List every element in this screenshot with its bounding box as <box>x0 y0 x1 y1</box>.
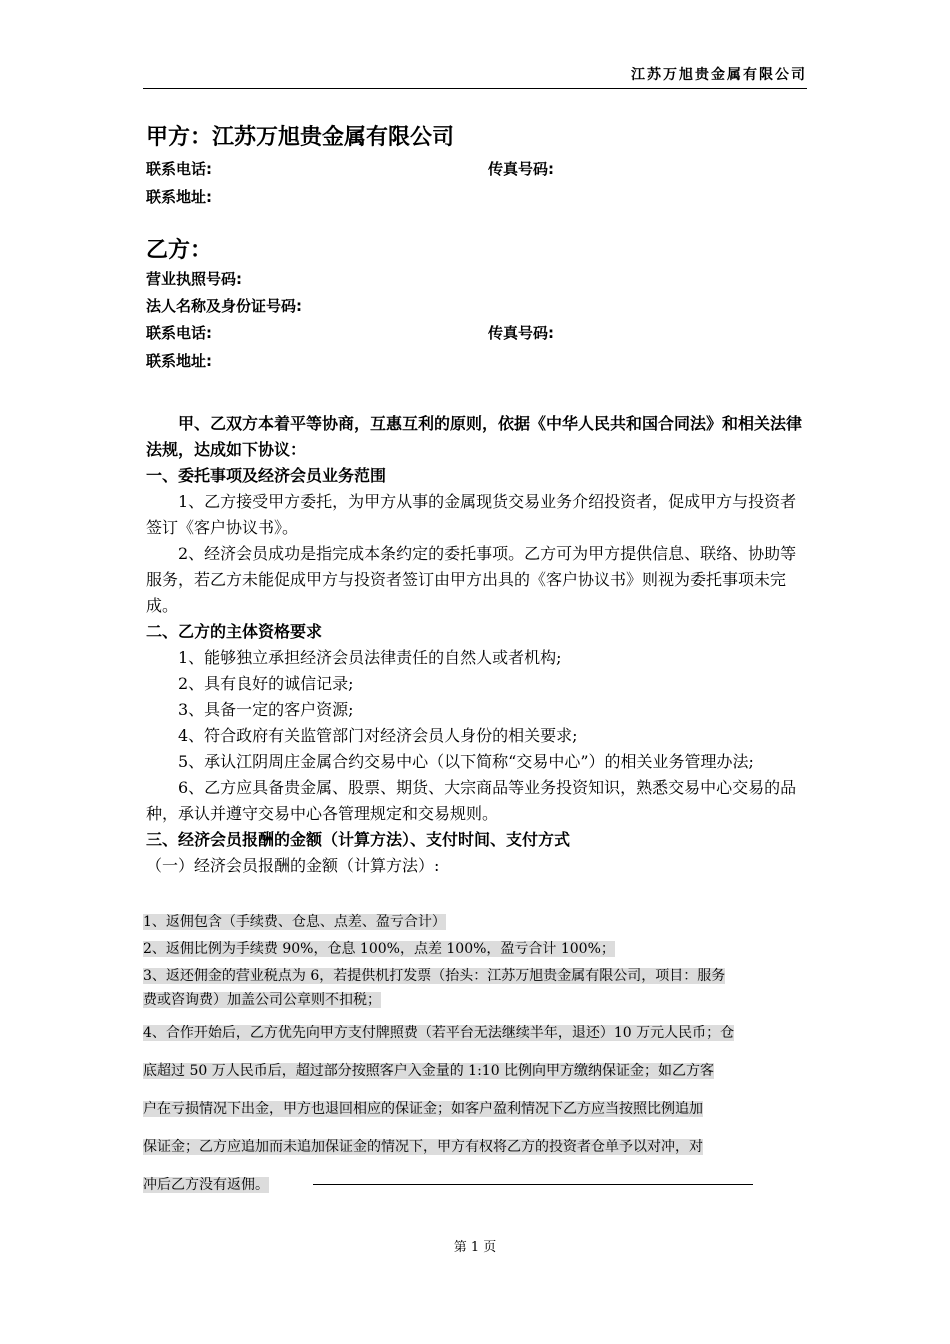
clause-4 <box>143 1014 808 1204</box>
intro-paragraph: 甲、乙双方本着平等协商，互惠互利的原则，依据《中华人民共和国合同法》和相关法律法规，达成如下协议： <box>146 414 803 459</box>
clause-4-line: 4、合作开始后，乙方优先向甲方支付牌照费（若平台无法继续半年，退还）10 万元人民币；仓 <box>143 1025 735 1041</box>
section-2-item: 5、承认江阴周庄金属合约交易中心（以下简称“交易中心”）的相关业务管理办法; <box>178 752 754 771</box>
section-2-item: 1、能够独立承担经济会员法律责任的自然人或者机构; <box>178 648 562 667</box>
party-a-phone-label: 联系电话: <box>146 160 212 178</box>
clause-2: 2、返佣比例为手续费 90%，仓息 100%，点差 100%，盈亏合计 100%； <box>143 941 615 957</box>
header-company: 江苏万旭贵金属有限公司 <box>631 67 807 83</box>
section-3-subheading: （一）经济会员报酬的金额（计算方法）: <box>146 856 440 875</box>
section-2-heading: 二、乙方的主体资格要求 <box>146 622 323 641</box>
party-b-license-label: 营业执照号码: <box>146 270 242 288</box>
clause-3-line: 3、返还佣金的营业税点为 6，若提供机打发票（抬头：江苏万旭贵金属有限公司，项目：服务 <box>143 968 726 984</box>
party-b-legal-label: 法人名称及身份证号码: <box>146 297 302 315</box>
party-b-phone-label: 联系电话: <box>146 324 212 342</box>
party-a-title: 甲方：江苏万旭贵金属有限公司 <box>146 125 455 150</box>
party-b-title: 乙方： <box>146 238 213 263</box>
agreement-body <box>146 411 808 879</box>
party-a-address-label: 联系地址: <box>146 188 212 206</box>
party-b-fax-label: 传真号码: <box>488 324 554 342</box>
page-number: 第 1 页 <box>453 1240 497 1255</box>
section-2-item: 2、具有良好的诚信记录; <box>178 674 354 693</box>
section-1-item: 2、经济会员成功是指完成本条约定的委托事项。乙方可为甲方提供信息、联络、协助等服务，若乙方未能促成甲方与投资者签订由甲方出具的《客户协议书》则视为委托事项未完成。 <box>146 544 797 615</box>
section-3-heading: 三、经济会员报酬的金额（计算方法）、支付时间、支付方式 <box>146 830 571 849</box>
highlighted-clauses <box>143 910 808 1012</box>
section-1-item: 1、乙方接受甲方委托，为甲方从事的金属现货交易业务介绍投资者，促成甲方与投资者签订《客户协议书》。 <box>146 492 797 537</box>
party-b-address-label: 联系地址: <box>146 352 212 370</box>
clause-4-line: 保证金；乙方应追加而未追加保证金的情况下，甲方有权将乙方的投资者仓单予以对冲，对 <box>143 1139 703 1155</box>
section-2-item: 4、符合政府有关监管部门对经济会员人身份的相关要求; <box>178 726 578 745</box>
section-2-item: 3、具备一定的客户资源; <box>178 700 354 719</box>
clause-4-line: 底超过 50 万人民币后，超过部分按照客户入金量的 1:10 比例向甲方缴纳保证金；如乙方客 <box>143 1063 715 1079</box>
header-rule <box>143 88 807 89</box>
party-a-fax-label: 传真号码: <box>488 160 554 178</box>
clause-3-line: 费或咨询费）加盖公司公章则不扣税； <box>143 992 381 1008</box>
section-1-heading: 一、委托事项及经济会员业务范围 <box>146 466 387 485</box>
underline-rule <box>313 1184 753 1185</box>
clause-4-line: 户在亏损情况下出金，甲方也退回相应的保证金；如客户盈利情况下乙方应当按照比例追加 <box>143 1101 703 1117</box>
clause-4-line: 冲后乙方没有返佣。 <box>143 1177 269 1193</box>
section-2-item: 6、乙方应具备贵金属、股票、期货、大宗商品等业务投资知识，熟悉交易中心交易的品种，承认并遵守交易中心各管理规定和交易规则。 <box>146 778 797 823</box>
clause-1: 1、返佣包含（手续费、仓息、点差、盈亏合计） <box>143 914 446 930</box>
